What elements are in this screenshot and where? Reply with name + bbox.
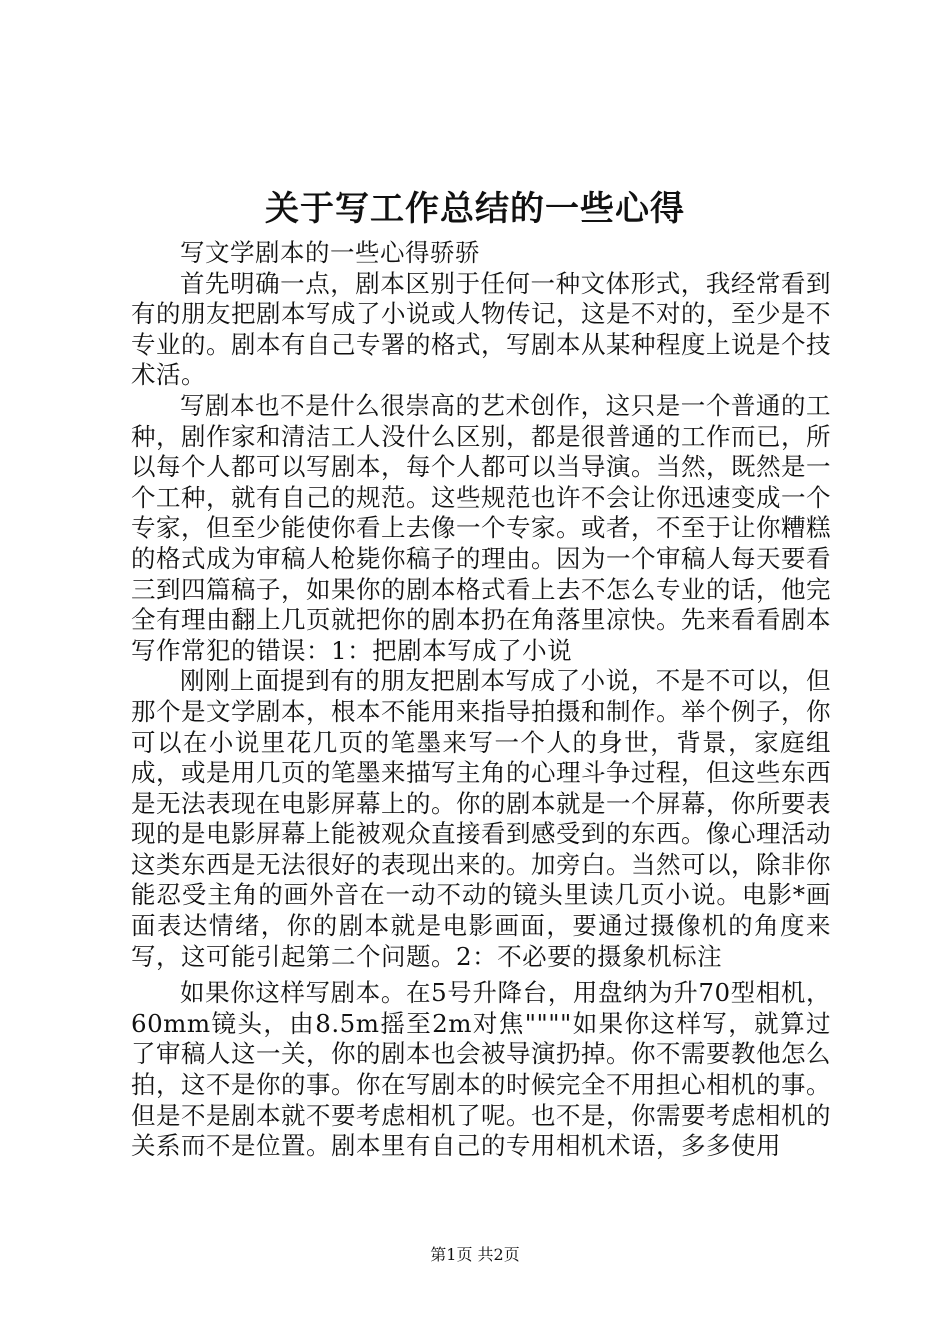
body-paragraph: 写剧本也不是什么很崇高的艺术创作，这只是一个普通的工种，剧作家和清洁工人没什么区别，都是很普通的工作而已，所以每个人都可以写剧本，每个人都可以当导演。当然，既然是一个工种，就有自己的规范。这些规范也许不会让你迅速变成一个专家，但至少能使你看上去像一个专家。或者，不至于让你糟糕的格式成为审稿人枪毙你稿子的理由。因为一个审稿人每天要看三到四篇稿子，如果你的剧本格式看上去不怎么专业的话，他完全有理由翻上几页就把你的剧本扔在角落里凉快。先来看看剧本写作常犯的错误：1：把剧本写成了小说 xyxy=(131,390,831,665)
subtitle-paragraph: 写文学剧本的一些心得骄骄 xyxy=(180,238,480,267)
document-body xyxy=(131,238,831,1162)
body-paragraph: 如果你这样写剧本。在5号升降台，用盘纳为升70型相机，60mm镜头，由8.5m摇至2m对焦""""如果你这样写，就算过了审稿人这一关，你的剧本也会被导演扔掉。你不需要教他怎么拍，这不是你的事。你在写剧本的时候完全不用担心相机的事。但是不是剧本就不要考虑相机了呢。也不是，你需要考虑相机的关系而不是位置。剧本里有自己的专用相机术语，多多使用 xyxy=(131,978,831,1161)
body-paragraph: 刚刚上面提到有的朋友把剧本写成了小说，不是不可以，但那个是文学剧本，根本不能用来指导拍摄和制作。举个例子，你可以在小说里花几页的笔墨来写一个人的身世，背景，家庭组成，或是用几页的笔墨来描写主角的心理斗争过程，但这些东西是无法表现在电影屏幕上的。你的剧本就是一个屏幕，你所要表现的是电影屏幕上能被观众直接看到感受到的东西。像心理活动这类东西是无法很好的表现出来的。加旁白。当然可以，除非你能忍受主角的画外音在一动不动的镜头里读几页小说。电影*画面表达情绪，你的剧本就是电影画面，要通过摄像机的角度来写，这可能引起第二个问题。2：不必要的摄象机标注 xyxy=(131,666,831,971)
body-paragraph: 首先明确一点，剧本区别于任何一种文体形式，我经常看到有的朋友把剧本写成了小说或人物传记，这是不对的，至少是不专业的。剧本有自己专署的格式，写剧本从某种程度上说是个技术活。 xyxy=(131,268,831,390)
page-footer: 第1页 共2页 xyxy=(430,1245,520,1264)
document-title: 关于写工作总结的一些心得 xyxy=(265,189,685,229)
